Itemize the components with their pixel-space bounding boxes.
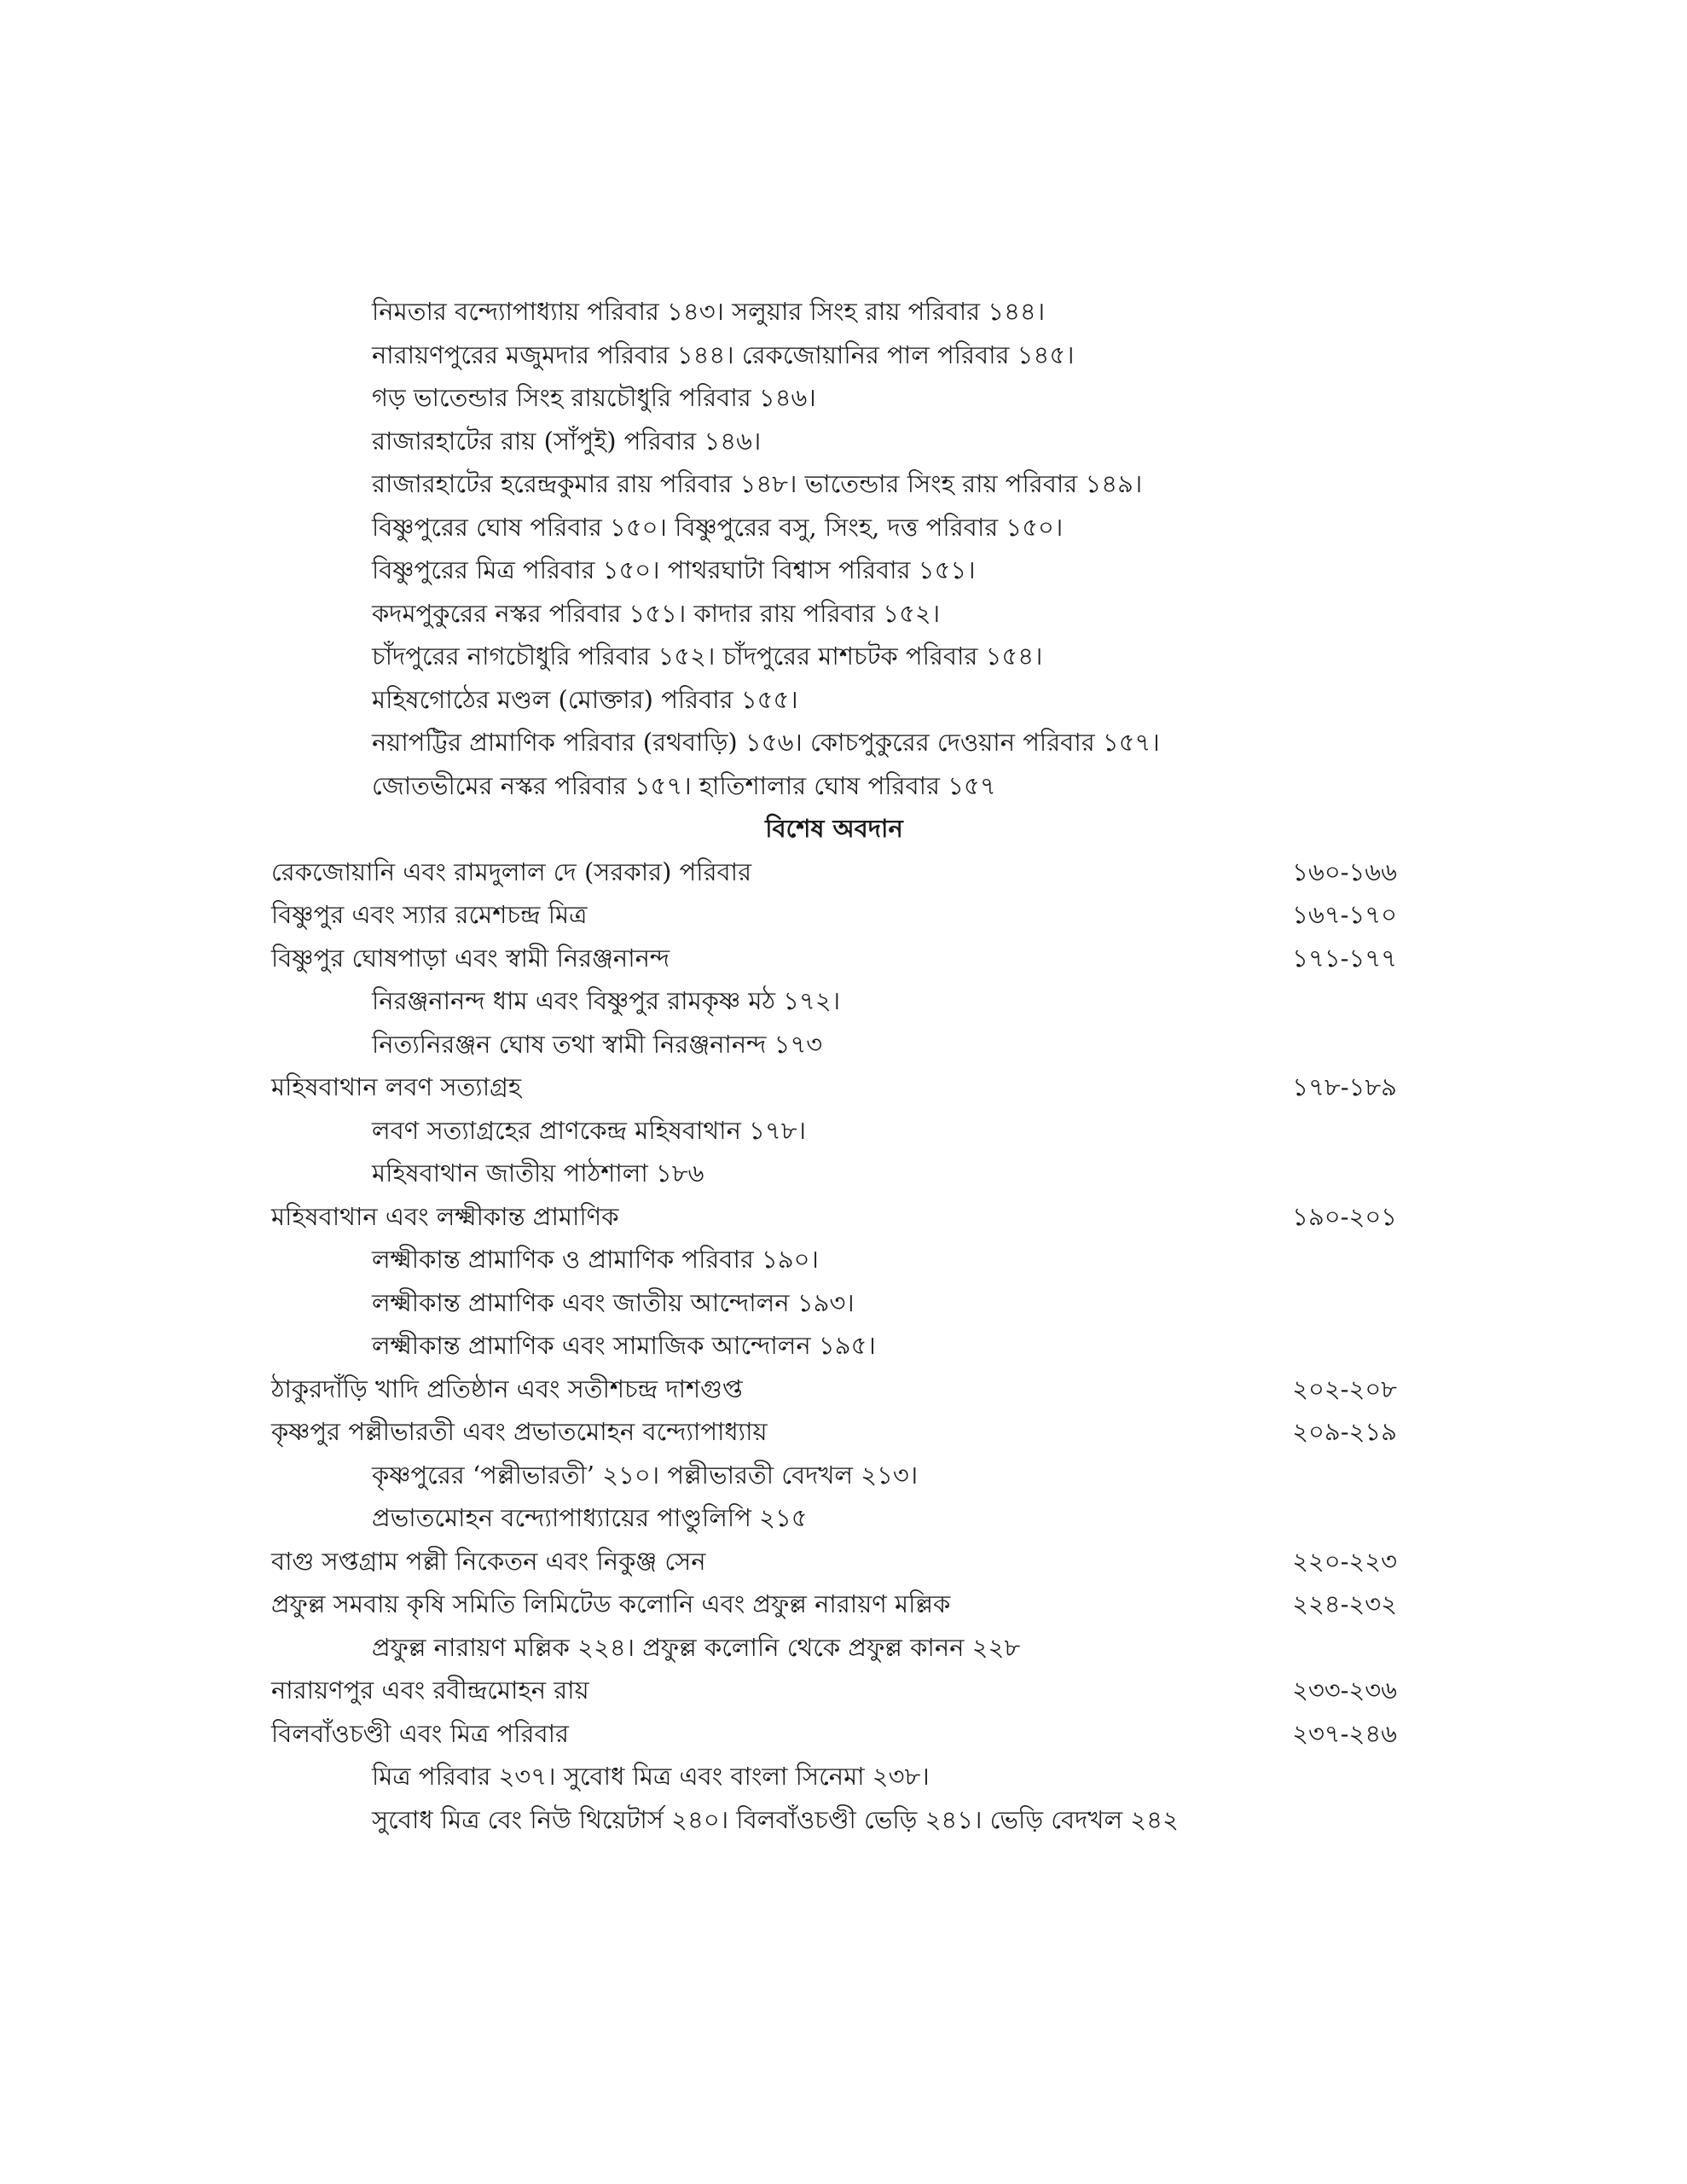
- entry-subtopic: মিত্র পরিবার ২৩৭। সুবোধ মিত্র এবং বাংলা সিনেমা ২৩৮।: [372, 1762, 930, 1791]
- entry-pages: ১৯০-২০১: [1292, 1201, 1397, 1231]
- family-line: মহিষগোঠের মণ্ডল (মোক্তার) পরিবার ১৫৫।: [372, 684, 798, 714]
- entry-title: ঠাকুরদাঁড়ি খাদি প্রতিষ্ঠান এবং সতীশচন্দ্র দাশগুপ্ত: [271, 1374, 743, 1403]
- entry-subtopic: লক্ষ্মীকান্ত প্রামাণিক ও প্রামাণিক পরিবার ১৯০।: [372, 1245, 819, 1274]
- family-line: রাজারহাটের হরেন্দ্রকুমার রায় পরিবার ১৪৮। ভাতেন্ডার সিংহ রায় পরিবার ১৪৯।: [372, 469, 1143, 498]
- entry-title: রেকজোয়ানি এবং রামদুলাল দে (সরকার) পরিবার: [271, 857, 752, 886]
- entry-title: প্রফুল্ল সমবায় কৃষি সমিতি লিমিটেড কলোনি এবং প্রফুল্ল নারায়ণ মল্লিক: [271, 1589, 951, 1618]
- family-line: কদমপুকুরের নস্কর পরিবার ১৫১। কাদার রায় পরিবার ১৫২।: [372, 598, 941, 628]
- entry-pages: ২২০-২২৩: [1292, 1546, 1397, 1576]
- entry: [271, 1540, 1397, 1583]
- entry-pages: ১৬০-১৬৬: [1292, 857, 1397, 886]
- entry: [271, 1712, 1397, 1842]
- entry-title: কৃষ্ণপুর পল্লীভারতী এবং প্রভাতমোহন বন্দ্যোপাধ্যায়: [271, 1417, 768, 1446]
- family-line: নারায়ণপুরের মজুমদার পরিবার ১৪৪। রেকজোয়ানির পাল পরিবার ১৪৫।: [372, 340, 1075, 369]
- family-line: রাজারহাটের রায় (সাঁপুই) পরিবার ১৪৬।: [372, 426, 762, 456]
- entry-subtopic: কৃষ্ণপুরের ‘পল্লীভারতী’ ২১০। পল্লীভারতী বেদখল ২১৩।: [372, 1460, 919, 1490]
- entry-subtopic: প্রফুল্ল নারায়ণ মল্লিক ২২৪। প্রফুল্ল কলোনি থেকে প্রফুল্ল কানন ২২৮: [372, 1632, 1021, 1662]
- entry-subtopic: মহিষবাথান জাতীয় পাঠশালা ১৮৬: [372, 1159, 704, 1188]
- family-line: নয়াপট্টির প্রামাণিক পরিবার (রথবাড়ি) ১৫৬। কোচপুকুরের দেওয়ান পরিবার ১৫৭।: [372, 728, 1160, 757]
- family-line: নিমতার বন্দ্যোপাধ্যায় পরিবার ১৪৩। সলুয়ার সিংহ রায় পরিবার ১৪৪।: [372, 297, 1046, 326]
- entry-subtopic: সুবোধ মিত্র বেং নিউ থিয়েটার্স ২৪০। বিলবাঁওচণ্ডী ভেড়ি ২৪১। ভেড়ি বেদখল ২৪২: [372, 1804, 1179, 1834]
- entry: [271, 937, 1397, 1066]
- entry-pages: ১৬৭-১৭০: [1292, 900, 1397, 929]
- entry-pages: ২০৯-২১৯: [1292, 1417, 1397, 1446]
- entry: [271, 1368, 1397, 1411]
- family-line: জোতভীমের নস্কর পরিবার ১৫৭। হাতিশালার ঘোষ পরিবার ১৫৭: [372, 770, 996, 800]
- entry-title: বিষ্ণুপুর ঘোষপাড়া এবং স্বামী নিরঞ্জনানন্দ: [271, 943, 670, 973]
- entry-pages: ২৩৩-২৩৬: [1292, 1676, 1397, 1705]
- entry-subtopic: নিত্যনিরঞ্জন ঘোষ তথা স্বামী নিরঞ্জনানন্দ ১৭৩: [372, 1029, 823, 1059]
- family-line: বিষ্ণুপুরের ঘোষ পরিবার ১৫০। বিষ্ণুপুরের বসু, সিংহ, দত্ত পরিবার ১৫০।: [372, 512, 1064, 542]
- entry-subtopic: প্রভাতমোহন বন্দ্যোপাধ্যায়ের পাণ্ডুলিপি ২১৫: [372, 1503, 808, 1532]
- entry-subtopic: লক্ষ্মীকান্ত প্রামাণিক এবং সামাজিক আন্দোলন ১৯৫।: [372, 1331, 876, 1360]
- entry-pages: ২০২-২০৮: [1292, 1374, 1397, 1403]
- entry-pages: ২২৪-২৩২: [1292, 1589, 1397, 1618]
- entry-subtopic: লক্ষ্মীকান্ত প্রামাণিক এবং জাতীয় আন্দোলন ১৯৩।: [372, 1287, 855, 1317]
- entry: [271, 1066, 1397, 1195]
- family-line: চাঁদপুরের নাগচৌধুরি পরিবার ১৫২। চাঁদপুরের মাশচটক পরিবার ১৫৪।: [372, 642, 1043, 671]
- entry-pages: ১৭৮-১৮৯: [1292, 1072, 1397, 1101]
- entry: [271, 1669, 1397, 1712]
- entry-title: বিষ্ণুপুর এবং স্যার রমেশচন্দ্র মিত্র: [271, 900, 588, 929]
- entry: [271, 1583, 1397, 1669]
- entry: [271, 851, 1397, 894]
- entry-subtopic: লবণ সত্যাগ্রহের প্রাণকেন্দ্র মহিষবাথান ১৭৮।: [372, 1115, 806, 1145]
- entry: [271, 1195, 1397, 1368]
- entry-subtopic: নিরঞ্জনানন্দ ধাম এবং বিষ্ণুপুর রামকৃষ্ণ মঠ ১৭২।: [372, 986, 841, 1015]
- contents-page: [271, 290, 1397, 1841]
- entry: [271, 893, 1397, 937]
- family-line: গড় ভাতেন্ডার সিংহ রায়চৌধুরি পরিবার ১৪৬।: [372, 383, 816, 412]
- section-heading: বিশেষ অবদান: [765, 814, 903, 843]
- entry-title: মহিষবাথান লবণ সত্যাগ্রহ: [271, 1072, 522, 1101]
- entry-pages: ২৩৭-২৪৬: [1292, 1718, 1397, 1748]
- entry: [271, 1410, 1397, 1540]
- entry-title: মহিষবাথান এবং লক্ষ্মীকান্ত প্রামাণিক: [271, 1201, 619, 1231]
- entry-title: বাগু সপ্তগ্রাম পল্লী নিকেতন এবং নিকুঞ্জ সেন: [271, 1546, 706, 1576]
- family-line: বিষ্ণুপুরের মিত্র পরিবার ১৫০। পাথরঘাটা বিশ্বাস পরিবার ১৫১।: [372, 555, 976, 584]
- entry-title: বিলবাঁওচণ্ডী এবং মিত্র পরিবার: [271, 1718, 569, 1748]
- entry-pages: ১৭১-১৭৭: [1292, 943, 1397, 973]
- entry-title: নারায়ণপুর এবং রবীন্দ্রমোহন রায়: [271, 1676, 589, 1705]
